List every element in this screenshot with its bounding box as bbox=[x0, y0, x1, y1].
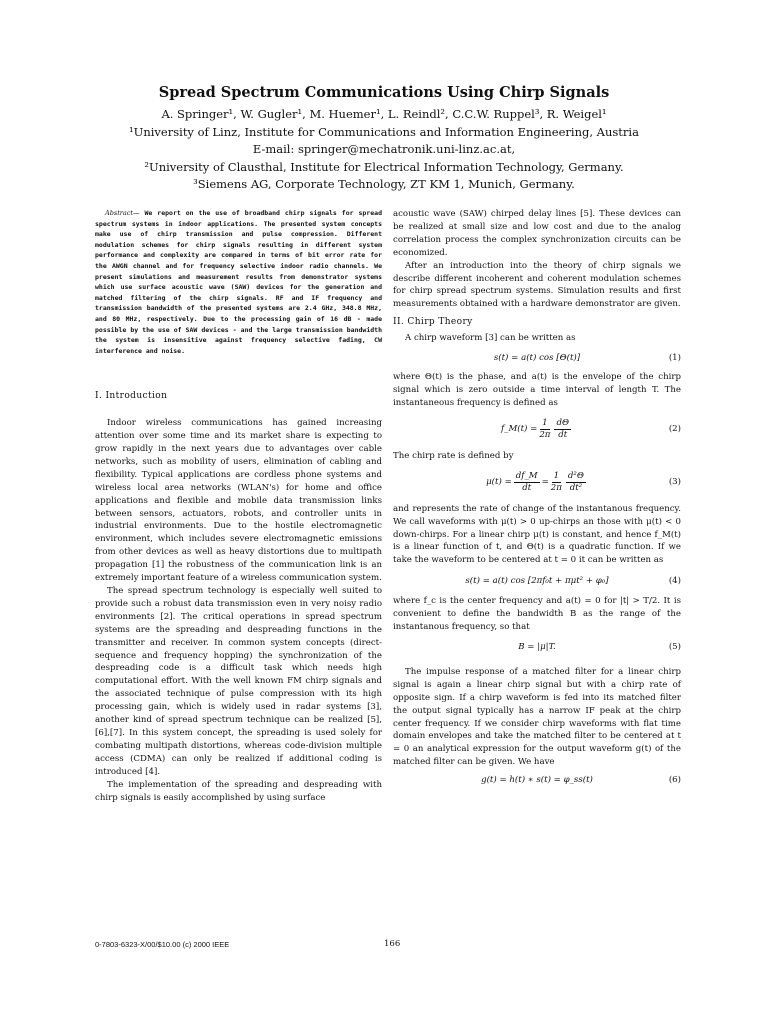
equation-4-body: s(t) = a(t) cos [2πf₀t + πμt² + φ₀] bbox=[465, 575, 609, 586]
right-paragraph-4: where Θ(t) is the phase, and a(t) is the envelope of the chirp signal which is zero outside a time interval of length T. The instantaneous frequency is defined as bbox=[393, 372, 681, 408]
abstract-lead: Abstract— bbox=[105, 209, 140, 217]
equation-2-fraction-a-den: 2π bbox=[539, 430, 551, 441]
equation-3-fraction-b-num: 1 bbox=[553, 471, 560, 482]
equation-2-fraction-a bbox=[539, 418, 550, 441]
equation-1-number: (1) bbox=[668, 352, 681, 363]
equation-3-fraction-c-den: dt² bbox=[569, 483, 583, 494]
equation-3-fraction-a-den: dt bbox=[522, 483, 532, 494]
right-paragraph-3: A chirp waveform [3] can be written as bbox=[405, 333, 576, 344]
equation-4 bbox=[393, 567, 681, 595]
affiliation-2: ²University of Clausthal, Institute for Electrical Information Technology, Germany. bbox=[144, 159, 624, 174]
equation-3-lhs: μ(t) = bbox=[486, 477, 512, 488]
equation-5 bbox=[393, 634, 681, 662]
right-paragraph-2: After an introduction into the theory of chirp signals we describe different incoherent and coherent modulation schemes for chirp spread spectrum systems. Simulation results and first measurements obtained with a hardware demonstrator are given. bbox=[393, 260, 681, 310]
equation-1-body: s(t) = a(t) cos [Θ(t)] bbox=[493, 352, 581, 363]
author-block bbox=[0, 106, 768, 194]
right-paragraph-1: acoustic wave (SAW) chirped delay lines [5]. These devices can be realized at small size and low cost and due to the analog correlation process the complex synchronization circuits can be economized. bbox=[393, 209, 681, 258]
right-column bbox=[393, 208, 681, 791]
equation-6-number: (6) bbox=[668, 774, 681, 785]
equation-3-number: (3) bbox=[668, 477, 681, 488]
equation-3-fraction-c bbox=[566, 471, 586, 494]
left-column bbox=[95, 208, 382, 804]
equation-5-number: (5) bbox=[668, 642, 681, 653]
equation-3-equals: = bbox=[541, 477, 549, 488]
section-heading-chirp-theory: II. Chirp Theory bbox=[393, 317, 473, 328]
equation-3-fraction-b bbox=[551, 471, 562, 494]
affiliation-1: ¹University of Linz, Institute for Communications and Information Engineering, Austria bbox=[129, 124, 639, 139]
equation-5-body: B = |μ|T. bbox=[518, 642, 556, 653]
abstract bbox=[95, 208, 382, 356]
page-number: 166 bbox=[384, 939, 401, 949]
equation-3-fraction-a-num: df_M bbox=[515, 471, 538, 482]
equation-3-fraction-a bbox=[514, 471, 540, 494]
equation-1 bbox=[393, 345, 681, 371]
equation-3-fraction-c-num: d²Θ bbox=[567, 471, 584, 482]
email-line: E-mail: springer@mechatronik.uni-linz.ac.at, bbox=[252, 142, 516, 157]
copyright-footer: 0-7803-6323-X/00/$10.00 (c) 2000 IEEE bbox=[95, 940, 230, 949]
affiliation-3: ³Siemens AG, Corporate Technology, ZT KM 1, Munich, Germany. bbox=[193, 177, 575, 192]
equation-2-fraction-b-den: dt bbox=[558, 430, 568, 441]
equation-3-fraction-b-den: 2π bbox=[550, 483, 562, 494]
equation-3 bbox=[393, 463, 681, 503]
equation-2-fraction-a-num: 1 bbox=[542, 418, 548, 429]
equation-2-fraction-b-num: dΘ bbox=[556, 418, 570, 429]
paper-title: Spread Spectrum Communications Using Chirp Signals bbox=[158, 84, 610, 101]
author-list: A. Springer¹, W. Gugler¹, M. Huemer¹, L. Reindl², C.C.W. Ruppel³, R. Weigel¹ bbox=[161, 107, 607, 121]
equation-2-number: (2) bbox=[668, 424, 681, 435]
abstract-text: We report on the use of broadband chirp signals for spread spectrum systems in indoor applications. The presented system concepts make use of chirp transmission and pulse compression. Different modulation schemes for chirp signals resulting in different system performance and complexity are compared in terms of bit error rate for the AWGN channel and for frequency selective indoor radio channels. We present simulations and measurement results from demonstrator systems which use surface acoustic wave (SAW) devices for the generation and matched filtering of the chirp signals. RF and IF frequency and transmission bandwidth of the presented systems are 2.4 GHz, 348.8 MHz, and 80 MHz, respectively. Due to the processing gain of 16 dB - made possible by the use of SAW devices - and the large transmission bandwidth the system is insensitive against frequency selective fading, CW interference and noise. bbox=[95, 209, 382, 355]
right-paragraph-8: The impulse response of a matched filter for a linear chirp signal is again a linear chirp signal but with a chirp rate of opposite sign. If a chirp waveform is fed into its matched filter the output signal typically has a narrow IF peak at the chirp center frequency. If we consider chirp waveforms with flat time domain envelopes and take the matched filter to be centered at t = 0 an analytical expression for the output waveform g(t) of the matched filter can be given. We have bbox=[393, 666, 681, 768]
intro-paragraph-3: The implementation of the spreading and despreading with chirp signals is easily accomplished by using surface bbox=[95, 779, 382, 803]
intro-paragraph-2: The spread spectrum technology is especially well suited to provide such a robust data transmission even in very noisy radio environments [2]. The critical operations in spread spectrum systems are the spreading and despreading functions in the transmitter and receiver. In common system concepts (direct-sequence and frequency hopping) the synchronization of the despreading code is a difficult task which needs high computational effort. With the well known FM chirp signals and the associated technique of pulse compression with its high processing gain, which is widely used in radar systems [3], another kind of spread spectrum technique can be realized [5],[6],[7]. In this system concept, the spreading is used solely for combating multipath distortions, whereas code-division multiple access (CDMA) can only be realized if additional coding is introduced [4]. bbox=[95, 586, 382, 777]
equation-2-lhs: f_M(t) = bbox=[500, 424, 538, 435]
right-paragraph-6: and represents the rate of change of the instantanous frequency. We call waveforms with μ(t) > 0 up-chirps an those with μ(t) < 0 down-chirps. For a linear chirp μ(t) is constant, and hence f_M(t) is a linear function of t, and Θ(t) is a quadratic function. If we take the waveform to be centered at t = 0 it can be written as bbox=[393, 503, 681, 566]
equation-6-body: g(t) = h(t) ∗ s(t) = φ_ss(t) bbox=[481, 774, 593, 785]
intro-paragraph-1: Indoor wireless communications has gained increasing attention over some time and its market share is expecting to grow rapidly in the next years due to advantages over cable networks, such as mobility of users, elimination of cabling and flexibility. Typical applications are cordless phone systems and wireless local area networks (WLAN's) for home and office applications and flexible and mobile data transmission links between sensors, actuators, robots, and controller units in industrial environments. Due to the hostile electromagnetic environment, which includes severe electromagnetic emissions from other devices as well as heavy distortions due to multipath propagation [1] the robustness of the communication link is an extremely important feature of a wireless communication system. bbox=[95, 418, 382, 584]
equation-6 bbox=[393, 769, 681, 791]
equation-2 bbox=[393, 410, 681, 450]
right-paragraph-7: where f_c is the center frequency and a(t) = 0 for |t| > T/2. It is convenient to define the bandwidth B as the range of the instantanous frequency, so that bbox=[393, 596, 681, 633]
equation-4-number: (4) bbox=[668, 575, 681, 586]
section-heading-introduction: I. Introduction bbox=[95, 391, 168, 402]
equation-2-fraction-b bbox=[554, 418, 571, 441]
right-paragraph-5: The chirp rate is defined by bbox=[393, 450, 514, 461]
